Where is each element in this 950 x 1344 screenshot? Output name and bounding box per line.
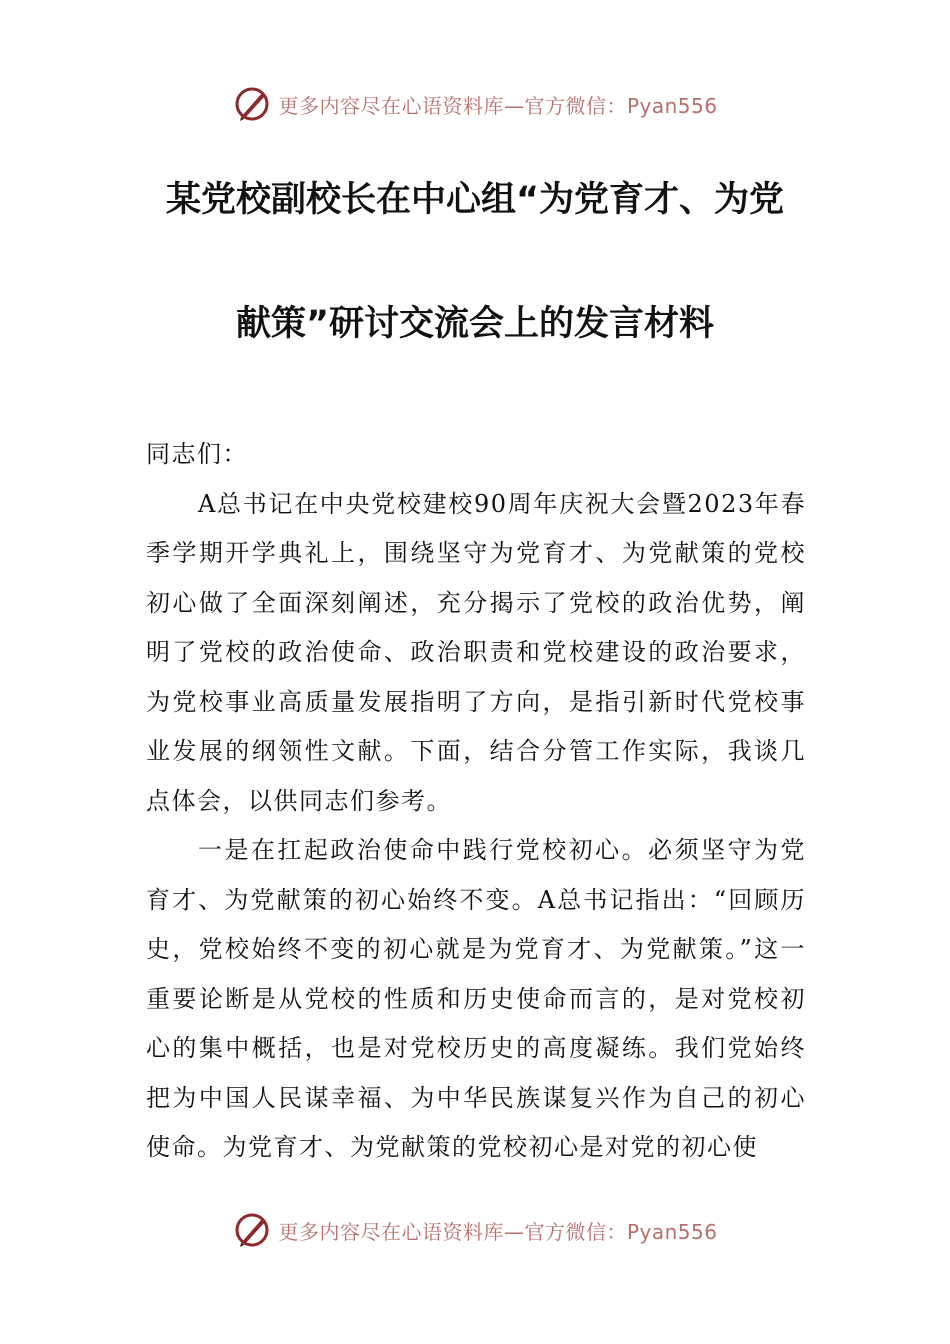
pen-logo-icon (232, 1210, 272, 1250)
pen-logo-icon (232, 84, 272, 124)
document-title-line-1: 某党校副校长在中心组“为党育才、为党 (165, 180, 784, 220)
footer-watermark-text: 更多内容尽在心语资料库—官方微信：Pyan556 (278, 1219, 718, 1244)
footer-watermark-banner (0, 1208, 950, 1252)
document-title-line-2: 献策”研讨交流会上的发言材料 (235, 304, 714, 344)
header-watermark-banner (0, 82, 950, 126)
paragraph-1: A总书记在中央党校建校90周年庆祝大会暨2023年春季学期开学典礼上，围绕坚守为党育才、为党献策的党校初心做了全面深刻阐述，充分揭示了党校的政治优势，阐明了党校的政治使命、政治职责和党校建设的政治要求，为党校事业高质量发展指明了方向，是指引新时代党校事业发展的纲领性文献。下面，结合分管工作实际，我谈几点体会，以供同志们参考。 (146, 489, 806, 815)
document-body (146, 430, 806, 1173)
greeting: 同志们： (146, 440, 248, 468)
paragraph-2: 一是在扛起政治使命中践行党校初心。必须坚守为党育才、为党献策的初心始终不变。A总书记指出：“回顾历史，党校始终不变的初心就是为党育才、为党献策。”这一重要论断是从党校的性质和历史使命而言的，是对党校初心的集中概括，也是对党校历史的高度凝练。我们党始终把为中国人民谋幸福、为中华民族谋复兴作为自己的初心使命。为党育才、为党献策的党校初心是对党的初心使 (146, 836, 806, 1161)
header-watermark-text: 更多内容尽在心语资料库—官方微信：Pyan556 (278, 93, 718, 118)
